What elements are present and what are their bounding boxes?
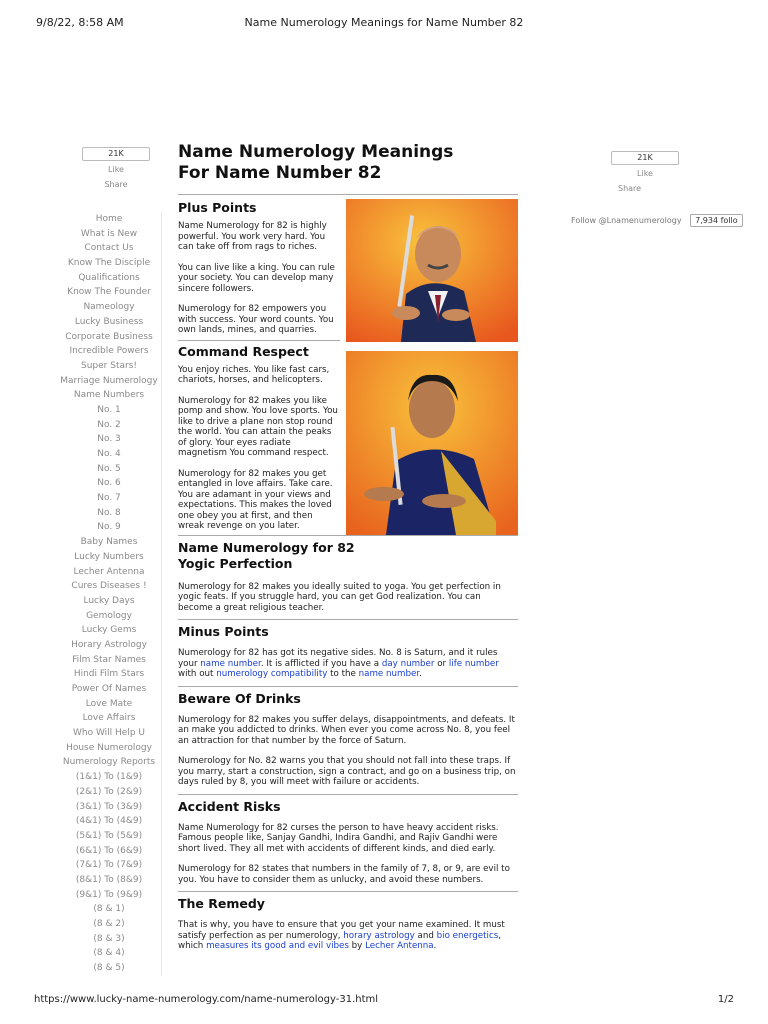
like-count-right[interactable]: 21K [611,151,679,165]
sidebar-item-48[interactable]: (8 & 2) [93,919,125,929]
sidebar-item-18[interactable]: No. 6 [97,478,121,489]
paragraph: Numerology for 82 has got its negative sides. No. 8 is Saturn, and it rules your name number. It is afflicted if you have a day number or life number with out numerology compatibility to the name number. [178,648,499,679]
heading-yogic-perfection [178,540,518,572]
divider [178,340,340,341]
sidebar-item-12[interactable]: Name Numbers [73,390,145,401]
sidebar-item-14[interactable]: No. 2 [97,419,121,430]
section-accident-risks [178,799,518,886]
like-button-right[interactable]: Like [637,169,653,178]
facebook-like-box-left [81,147,151,189]
sidebar-item-26[interactable]: Lucky Days [83,595,135,606]
twitter-follow-label[interactable]: Follow @Lnamenumerology [571,216,682,225]
heading-accident-risks: Accident Risks [178,798,281,814]
sidebar-item-43[interactable]: (6&1) To (6&9) [75,845,143,856]
paragraph: Numerology for 82 states that numbers in the family of 7, 8, or 9, are evil to you. You have to consider them as unlucky, and avoid these numbers. [178,864,510,885]
paragraph: Numerology for 82 empowers you with success. Your word counts. You own lands, mines, and quarries. [178,304,334,335]
sidebar-nav [57,212,162,976]
section-minus-points [178,624,518,680]
sidebar-item-11[interactable]: Marriage Numerology [60,375,158,386]
sidebar-item-39[interactable]: (2&1) To (2&9) [75,786,143,797]
link-measures-vibes[interactable]: measures its good and evil vibes [206,941,349,951]
heading-the-remedy: The Remedy [178,896,265,911]
print-page-number: 1/2 [717,994,734,1005]
page-title-line2: For Name Number 82 [178,163,382,183]
sidebar-item-40[interactable]: (3&1) To (3&9) [75,801,143,812]
sidebar-item-49[interactable]: (8 & 3) [93,933,125,944]
sidebar-item-21[interactable]: No. 9 [97,522,121,533]
twitter-follow[interactable] [571,214,743,227]
like-count[interactable]: 21K [82,147,150,161]
sidebar-item-36[interactable]: House Numerology [66,742,152,753]
sidebar-item-20[interactable]: No. 8 [97,507,121,518]
heading-beware-of-drinks: Beware Of Drinks [178,690,301,706]
link-horary-astrology[interactable]: horary astrology [343,930,415,941]
sidebar-item-22[interactable]: Baby Names [80,537,138,548]
divider [178,686,518,687]
page-title [178,142,518,184]
sidebar-item-25[interactable]: Cures Diseases ! [71,581,147,592]
sidebar-item-47[interactable]: (8 & 1) [93,904,125,915]
sidebar-item-24[interactable]: Lecher Antenna [73,566,145,577]
sidebar-item-16[interactable]: No. 4 [97,449,121,459]
divider [178,535,518,536]
sidebar-item-27[interactable]: Gemology [86,610,132,621]
sidebar-item-45[interactable]: (8&1) To (8&9) [75,874,143,885]
sidebar-item-29[interactable]: Horary Astrology [71,639,147,650]
sidebar-item-3[interactable]: Know The Disciple [67,258,151,269]
like-button[interactable]: Like [108,165,124,174]
sidebar-item-0[interactable]: Home [95,214,123,224]
divider [178,794,518,795]
sidebar-item-10[interactable]: Super Stars! [81,360,137,371]
section-yogic-perfection [178,540,518,614]
sidebar-item-51[interactable]: (8 & 5) [93,963,125,974]
divider [178,891,518,892]
paragraph: You can live like a king. You can rule your society. You can develop many sincere followers. [178,262,335,294]
sidebar-item-6[interactable]: Nameology [83,302,135,313]
sidebar-item-8[interactable]: Corporate Business [65,331,153,342]
print-title: Name Numerology Meanings for Name Number 82 [244,16,524,29]
divider [178,619,518,620]
sidebar-item-9[interactable]: Incredible Powers [69,346,149,357]
sidebar-item-30[interactable]: Film Star Names [72,654,146,665]
facebook-like-box-right [610,151,680,193]
heading-command-respect: Command Respect [178,343,309,359]
sidebar-item-44[interactable]: (7&1) To (7&9) [75,860,143,871]
main-content [178,142,518,952]
sidebar-item-38[interactable]: (1&1) To (1&9) [75,772,143,783]
sidebar-item-35[interactable]: Who Will Help U [73,728,145,739]
link-name-number[interactable]: name number [200,658,261,669]
twitter-follower-count: 7,934 follo [690,214,743,227]
sidebar-item-37[interactable]: Numerology Reports [62,757,156,768]
divider [178,194,518,195]
sidebar-item-13[interactable]: No. 1 [97,404,121,415]
link-lecher-antenna[interactable]: Lecher Antenna [365,941,434,951]
page-title-line1: Name Numerology Meanings [178,142,454,162]
share-button[interactable]: Share [104,180,128,189]
sidebar-item-33[interactable]: Love Mate [85,698,133,709]
section-plus-points [178,200,340,336]
paragraph: Numerology for 82 makes you get entangled in love affairs. Take care. You are adamant in your views and expectations. This makes the loved one obey you at first, and then wreak revenge on you later. [178,468,333,531]
heading-plus-points: Plus Points [178,200,257,215]
paragraph: You enjoy riches. You like fast cars, chariots, horses, and helicopters. [178,364,330,385]
paragraph: Name Numerology for 82 curses the person to have heavy accident risks. Famous people like, Sanjay Gandhi, Indira Gandhi, and Rajiv Gandhi were short lived. They all met with accidents of different kinds, and died early. [178,822,499,854]
sidebar-item-23[interactable]: Lucky Numbers [74,551,144,562]
print-timestamp: 9/8/22, 8:58 AM [36,16,124,29]
link-life-number[interactable]: life number [448,658,499,669]
paragraph: Numerology for No. 82 warns you that you should not fall into these traps. If you marry, start a construction, sign a contract, and go on a business trip, on days ruled by 8, you will meet with failure or accidents. [178,756,516,787]
sidebar-item-1[interactable]: What is New [80,228,138,239]
link-numerology-compatibility[interactable]: numerology compatibility [216,669,328,679]
paragraph: Numerology for 82 makes you ideally suited to yoga. You get perfection in yogic feats. If you struggle hard, you can get God realization. You can become a great religious teacher. [178,581,501,613]
sidebar-item-15[interactable]: No. 3 [97,434,121,445]
section-command-respect [178,344,340,532]
heading-yogic-line1: Name Numerology for 82 [178,539,355,555]
print-url: https://www.lucky-name-numerology.com/name-numerology-31.html [34,994,379,1005]
section-beware-of-drinks [178,691,518,788]
paragraph: That is why, you have to ensure that you get your name examined. It must satisfy perfection as per numerology, horary astrology and bio energetics, which measures its good and evil vibes by Lecher Antenna. [178,920,505,951]
link-bio-energetics[interactable]: bio energetics [436,930,499,941]
sidebar-item-41[interactable]: (4&1) To (4&9) [75,816,143,827]
sidebar-item-46[interactable]: (9&1) To (9&9) [75,889,143,900]
link-day-number[interactable]: day number [381,658,435,669]
section-the-remedy [178,896,518,952]
sidebar-item-7[interactable]: Lucky Business [74,316,144,327]
heading-yogic-line2: Yogic Perfection [178,555,293,571]
share-button-right[interactable]: Share [618,184,642,193]
sidebar-item-2[interactable]: Contact Us [84,243,134,254]
sidebar-item-34[interactable]: Love Affairs [82,713,136,724]
paragraph: Numerology for 82 makes you suffer delays, disappointments, and defeats. It an make you addicted to drinks. When ever you come across No. 8, you feel an attraction for that number by the force of Saturn. [178,714,515,746]
paragraph: Name Numerology for 82 is highly powerful. You work very hard. You can take off from rags to riches. [178,221,327,252]
sidebar-item-28[interactable]: Lucky Gems [81,625,137,636]
heading-minus-points: Minus Points [178,624,269,639]
sidebar-item-19[interactable]: No. 7 [97,493,121,504]
sidebar-item-17[interactable]: No. 5 [97,463,121,474]
sidebar-item-31[interactable]: Hindi Film Stars [73,669,145,680]
link-name-number-2[interactable]: name number [358,669,420,679]
paragraph: Numerology for 82 makes you like pomp and show. You love sports. You like to drive a plane non stop round the world. You can attain the peaks of glory. Your eyes radiate magnetism You command respect. [178,395,338,458]
sidebar-item-42[interactable]: (5&1) To (5&9) [75,830,143,841]
sidebar-item-4[interactable]: Qualifications [78,272,140,283]
sidebar-item-50[interactable]: (8 & 4) [93,948,125,959]
sidebar-item-5[interactable]: Know The Founder [67,287,151,298]
sidebar-item-32[interactable]: Power Of Names [71,684,147,694]
